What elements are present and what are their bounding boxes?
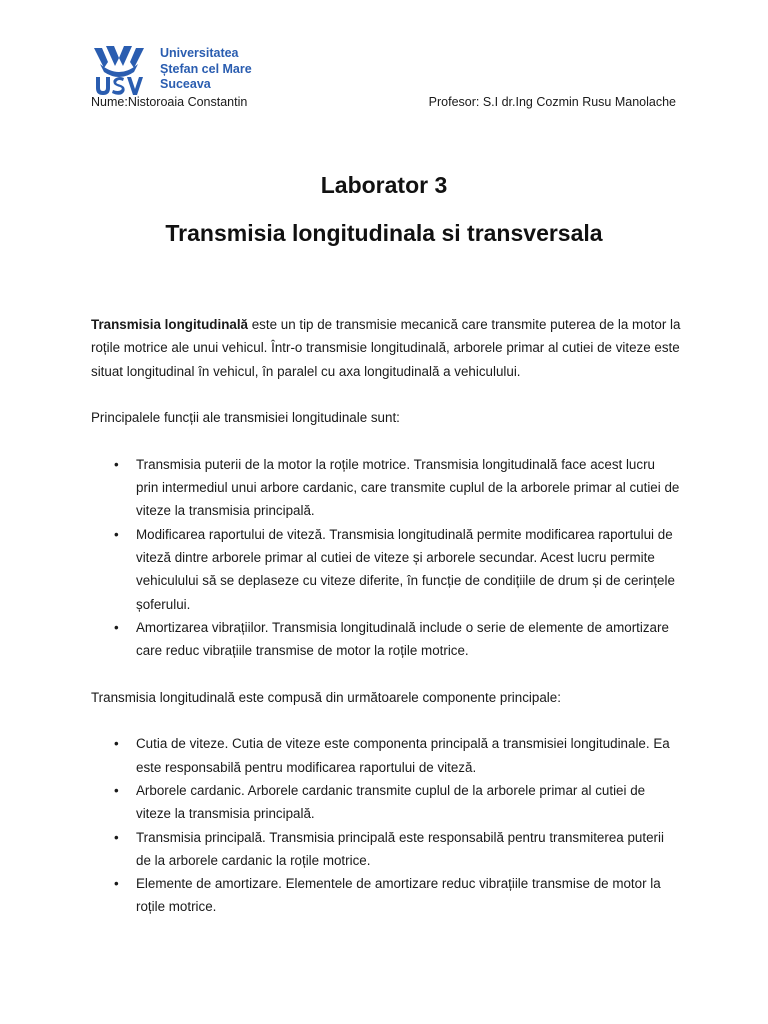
document-title: Laborator 3 (320, 172, 448, 198)
list-item (91, 523, 681, 616)
list-item-text: Amortizarea vibrațiilor. Transmisia longitudinală include o serie de elemente de amortizare care reduc vibrațiile transmise de motor la roțile motrice. (136, 619, 669, 659)
student-name: Nume:Nistoroaia Constantin (91, 95, 248, 109)
bullet: • (114, 782, 119, 798)
list-item-text: Cutia de viteze. Cutia de viteze este componenta principală a transmisiei longitudinale. Ea este responsabilă pentru modificarea raportului de viteză. (136, 736, 670, 775)
usv-university-logo-icon (90, 44, 148, 96)
university-name-line2: Ștefan cel Mare (160, 61, 252, 76)
university-name-line3: Suceava (160, 77, 211, 91)
list-item (91, 872, 681, 919)
bullet: • (114, 526, 119, 542)
professor-name: Profesor: S.I dr.Ing Cozmin Rusu Manolache (428, 95, 676, 109)
components-list (91, 732, 681, 918)
list-item-text: Arborele cardanic. Arborele cardanic transmite cuplul de la arborele primar al cutiei de viteze la transmisia principală. (136, 782, 646, 822)
bullet: • (114, 456, 119, 472)
intro-bold-term: Transmisia longitudinală (91, 317, 248, 332)
list-item (91, 732, 681, 779)
intro-text: este un tip de transmisie mecanică care transmite puterea de la motor la roțile motrice ale unui vehicul. Într-o transmisie longitudinală, arborele primar al cutiei de viteze este situat longitudinal în vehicul, în paralel cu axa longitudinală a vehiculului. (91, 317, 681, 379)
list-item-text: Transmisia puterii de la motor la roțile motrice. Transmisia longitudinală face acest lucru prin intermediul unui arbore cardanic, care transmite cuplul de la arborele primar al cutiei de viteze la transmisia principală. (136, 456, 680, 519)
bullet: • (114, 876, 119, 892)
list-item (91, 779, 681, 826)
functions-heading: Principalele funcții ale transmisiei longitudinale sunt: (91, 410, 400, 426)
list-item-text: Modificarea raportului de viteză. Transmisia longitudinală permite modificarea raportului de viteză dintre arborele primar al cutiei de viteze și arborele secundar. Acest lucru permite vehiculului să se deplaseze cu viteze diferite, în funcție de condițiile de drum și de cerințele șoferului. (136, 526, 675, 612)
bullet: • (114, 829, 119, 845)
components-heading: Transmisia longitudinală este compusă din următoarele componente principale: (91, 689, 561, 705)
list-item-text: Transmisia principală. Transmisia principală este responsabilă pentru transmiterea puterii de la arborele cardanic la roțile motrice. (136, 829, 664, 868)
university-name-line1: Universitatea (160, 46, 239, 60)
list-item-text: Elemente de amortizare. Elementele de amortizare reduc vibrațiile transmise de motor la roțile motrice. (136, 876, 661, 915)
list-item (91, 826, 681, 873)
bullet: • (114, 736, 119, 752)
functions-list (91, 453, 681, 663)
document-body (91, 313, 681, 919)
intro-paragraph (91, 313, 681, 383)
list-item (91, 616, 681, 663)
university-name (160, 46, 252, 93)
list-item (91, 453, 681, 523)
university-logo (90, 44, 252, 96)
bullet: • (114, 619, 119, 635)
document-subtitle: Transmisia longitudinala si transversala (165, 220, 603, 246)
